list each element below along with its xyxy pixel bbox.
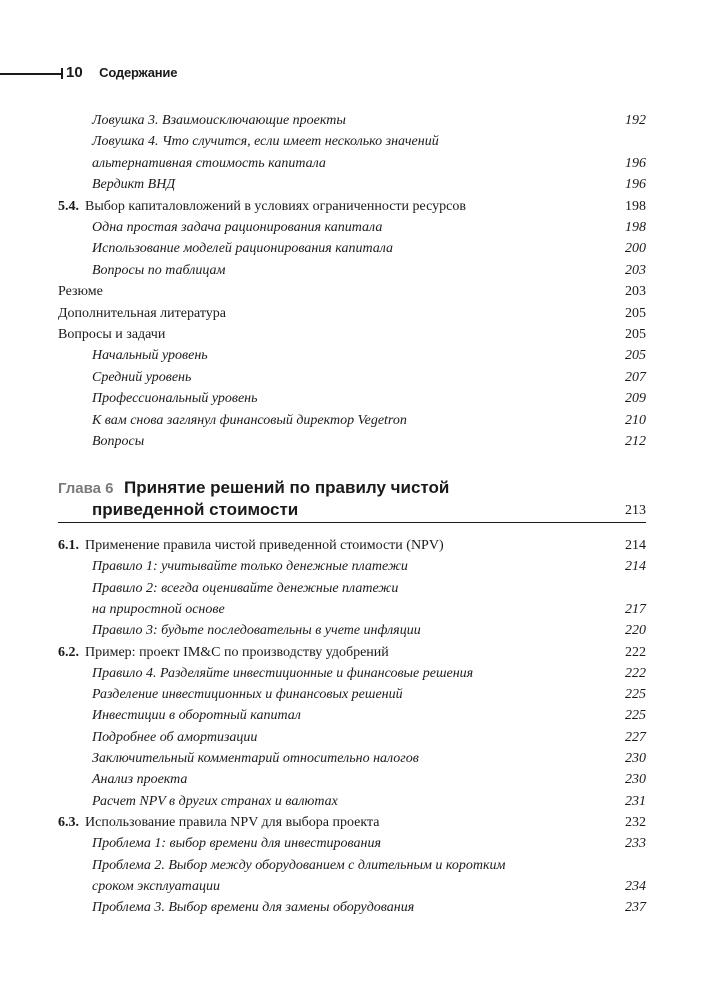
toc-entry-title: Вопросы <box>92 434 145 449</box>
toc-entry-page: 203 <box>625 284 646 300</box>
toc-entry-page: 205 <box>625 348 646 364</box>
toc-entry-page: 222 <box>625 665 646 681</box>
toc-entry-page: 227 <box>625 729 646 745</box>
toc-entry-page: 198 <box>625 198 646 214</box>
toc-entry-title: Использование моделей рационирования капитала <box>92 241 394 257</box>
header-rule-tick <box>61 68 63 79</box>
toc-entry-page: 217 <box>625 601 646 617</box>
toc-entry-page: 207 <box>625 369 646 385</box>
toc-entry-page: 212 <box>625 434 646 449</box>
running-title: Содержание <box>99 65 178 80</box>
toc-entry-title: 6.2. Пример: проект IM&C по производству удобрений <box>58 644 389 660</box>
toc-entry-title: Проблема 2. Выбор между оборудованием с длительным и коротким <box>92 857 506 873</box>
chapter-title-line-1: Принятие решений по правилу чистой <box>123 478 450 497</box>
toc-entry-page: 237 <box>625 900 646 916</box>
toc-entry-page: 230 <box>625 751 646 766</box>
toc-entry-title: Вердикт ВНД <box>92 177 176 193</box>
toc-entry-title: Одна простая задача рационирования капитала <box>92 220 383 235</box>
toc-entry-page: 225 <box>625 708 646 724</box>
toc-entry-page: 222 <box>625 644 646 660</box>
section-number: 6.3. <box>58 814 79 830</box>
toc-entry-title: Правило 4. Разделяйте инвестиционные и финансовые решения <box>92 665 474 681</box>
toc-entry-title: Ловушка 3. Взаимоисключающие проекты <box>92 113 346 128</box>
toc-entry-title: Инвестиции в оборотный капитал <box>92 708 301 724</box>
toc-entry-title: 5.4. Выбор капиталовложений в условиях ограниченности ресурсов <box>58 198 466 214</box>
toc-entry-page: 192 <box>625 113 646 128</box>
toc-entry-page: 230 <box>625 772 646 788</box>
toc-entry-title: Правило 1: учитывайте только денежные платежи <box>92 559 408 575</box>
toc-entry-title: на приростной основе <box>92 601 225 617</box>
toc-entry-title: альтернативная стоимость капитала <box>92 155 326 171</box>
toc-entry-title: Средний уровень <box>92 369 192 385</box>
toc-entry-page: 234 <box>625 878 646 894</box>
toc-entry-title: Заключительный комментарий относительно налогов <box>92 751 419 766</box>
toc-entry-page: 233 <box>625 836 646 852</box>
toc-entry-page: 198 <box>625 220 646 235</box>
chapter-rule <box>58 522 646 523</box>
toc-entry-page: 231 <box>625 793 646 809</box>
toc-entry-title: Профессиональный уровень <box>92 391 258 407</box>
section-number: 6.1. <box>58 538 79 553</box>
toc-entry-page: 209 <box>625 391 646 407</box>
toc-entry-title: Разделение инвестиционных и финансовых решений <box>92 687 403 703</box>
toc-entry-title: Анализ проекта <box>92 772 188 788</box>
toc-entry-title: 6.1. Применение правила чистой приведенной стоимости (NPV) <box>58 538 444 553</box>
toc-entry-page: 232 <box>625 814 646 830</box>
section-number: 6.2. <box>58 644 79 660</box>
section-number: 5.4. <box>58 198 79 214</box>
chapter-title-line-2: приведенной стоимости <box>92 500 299 519</box>
toc-entry-title: Правило 2: всегда оценивайте денежные платежи <box>92 580 399 596</box>
toc-entry-title: Ловушка 4. Что случится, если имеет несколько значений <box>92 134 439 150</box>
toc-entry-title: Правило 3: будьте последовательны в учете инфляции <box>92 623 421 639</box>
toc-entry-title: Расчет NPV в других странах и валютах <box>92 793 338 809</box>
toc-entry-page: 214 <box>625 538 646 553</box>
toc-entry-page: 214 <box>625 559 646 575</box>
toc-entry-title: сроком эксплуатации <box>92 878 220 894</box>
toc-entry-title: Подробнее об амортизации <box>92 729 258 745</box>
toc-entry-title: Резюме <box>58 284 103 300</box>
toc-entry-page: 210 <box>625 412 646 428</box>
toc-entry-title: К вам снова заглянул финансовый директор Vegetron <box>92 412 407 428</box>
toc-entry-page: 220 <box>625 623 646 639</box>
running-header <box>66 64 177 82</box>
page-number: 10 <box>66 64 83 81</box>
header-rule <box>0 73 62 75</box>
chapter-heading <box>58 478 449 498</box>
toc-entry-title: Вопросы и задачи <box>58 327 166 342</box>
toc-entry-page: 196 <box>625 155 646 171</box>
chapter-page: 213 <box>625 503 646 518</box>
toc-entry-page: 203 <box>625 262 646 278</box>
toc-entry-title: Дополнительная литература <box>58 305 226 321</box>
toc-entry-page: 196 <box>625 177 646 193</box>
toc-entry-page: 205 <box>625 305 646 321</box>
chapter-label: Глава 6 <box>58 480 114 497</box>
toc-entry-page: 200 <box>625 241 646 257</box>
toc-entry-page: 205 <box>625 327 646 342</box>
toc-entry-title: Проблема 3. Выбор времени для замены оборудования <box>92 900 415 916</box>
toc-entry-title: 6.3. Использование правила NPV для выбора проекта <box>58 814 380 830</box>
toc-entry-title: Вопросы по таблицам <box>92 262 226 278</box>
toc-entry-page: 225 <box>625 687 646 703</box>
toc-entry-title: Начальный уровень <box>92 348 208 364</box>
toc-entry-title: Проблема 1: выбор времени для инвестирования <box>92 836 381 852</box>
